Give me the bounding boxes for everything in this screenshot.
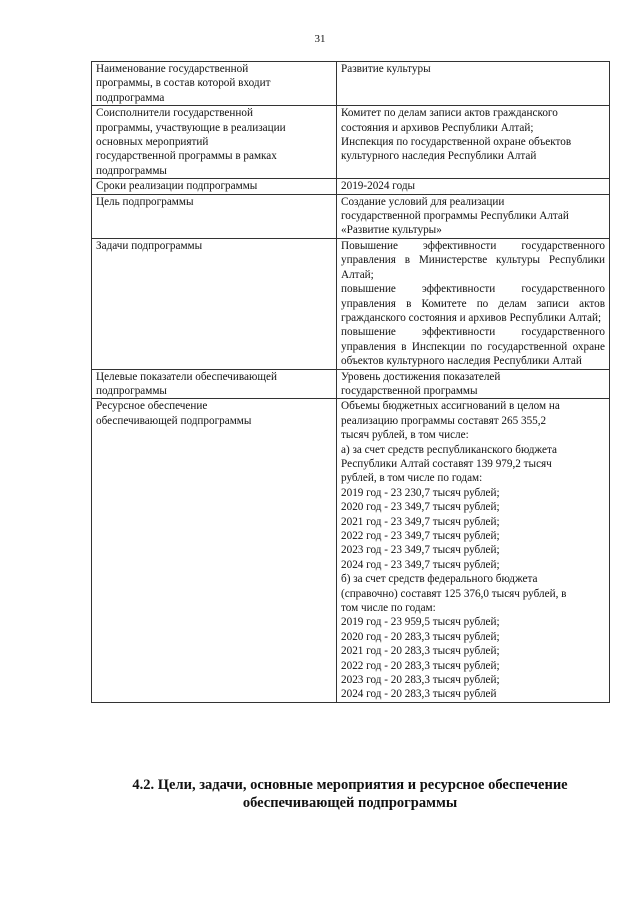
label-line: программы, в состав которой входит bbox=[96, 77, 271, 90]
task-item: Повышение эффективности государственного управления в Министерстве культуры Республики Алтай; bbox=[341, 239, 605, 281]
label-line: государственной программы в рамках bbox=[96, 150, 277, 163]
value-line: состояния и архивов Республики Алтай; bbox=[341, 121, 534, 134]
value-line: Комитет по делам записи актов гражданского bbox=[341, 107, 558, 120]
page-number: 31 bbox=[314, 33, 326, 45]
section-heading-line: обеспечивающей подпрограммы bbox=[242, 795, 458, 811]
value-line: 2019 год - 23 959,5 тысяч рублей; bbox=[341, 616, 500, 629]
value-line: 2022 год - 20 283,3 тысяч рублей; bbox=[341, 659, 500, 672]
value-line: Развитие культуры bbox=[341, 63, 431, 75]
value-line: «Развитие культуры» bbox=[341, 224, 442, 237]
value-line: 2021 год - 20 283,3 тысяч рублей; bbox=[341, 645, 500, 658]
label-line: подпрограммы bbox=[96, 384, 167, 397]
row-label-goal bbox=[92, 194, 337, 238]
row-label-state-program bbox=[92, 62, 337, 106]
table-row bbox=[92, 399, 610, 703]
subprogram-passport-table bbox=[91, 61, 610, 703]
row-value-goal bbox=[337, 194, 610, 238]
value-line: (справочно) составят 125 376,0 тысяч рублей, в bbox=[341, 587, 567, 600]
label-line: Задачи подпрограммы bbox=[96, 239, 203, 252]
table-row bbox=[92, 369, 610, 399]
value-line: б) за счет средств федерального бюджета bbox=[341, 573, 538, 586]
label-line: Ресурсное обеспечение bbox=[96, 400, 208, 413]
label-line: подпрограмма bbox=[96, 91, 165, 104]
value-line: Инспекция по государственной охране объектов bbox=[341, 136, 572, 149]
value-line: Республики Алтай составят 139 979,2 тысяч bbox=[341, 457, 552, 470]
value-line: 2020 год - 23 349,7 тысяч рублей; bbox=[341, 501, 500, 514]
value-line: 2022 год - 23 349,7 тысяч рублей; bbox=[341, 530, 500, 542]
value-line: Уровень достижения показателей bbox=[341, 370, 501, 383]
value-line: 2024 год - 20 283,3 тысяч рублей bbox=[341, 688, 497, 701]
value-line: Объемы бюджетных ассигнований в целом на bbox=[341, 400, 560, 413]
value-line: государственной программы Республики Алтай bbox=[341, 210, 569, 223]
row-value-timeframe bbox=[337, 179, 610, 194]
value-line: 2023 год - 20 283,3 тысяч рублей; bbox=[341, 674, 500, 687]
value-line: 2021 год - 23 349,7 тысяч рублей; bbox=[341, 515, 500, 528]
row-label-resources bbox=[92, 399, 337, 703]
table-row bbox=[92, 106, 610, 179]
label-line: Сроки реализации подпрограммы bbox=[96, 180, 258, 193]
label-line: Наименование государственной bbox=[96, 63, 249, 75]
value-line: реализацию программы составят 265 355,2 bbox=[341, 414, 547, 427]
value-line: культурного наследия Республики Алтай bbox=[341, 150, 537, 163]
table-row bbox=[92, 179, 610, 194]
row-value-resources bbox=[337, 399, 610, 703]
section-heading bbox=[60, 776, 640, 812]
value-line: Создание условий для реализации bbox=[341, 195, 505, 208]
value-line: рублей, в том числе по годам: bbox=[341, 472, 483, 485]
value-line: 2019-2024 годы bbox=[341, 180, 416, 193]
label-line: Цель подпрограммы bbox=[96, 195, 194, 208]
value-line: 2019 год - 23 230,7 тысяч рублей; bbox=[341, 486, 500, 499]
row-value-state-program bbox=[337, 62, 610, 106]
value-line: 2024 год - 23 349,7 тысяч рублей; bbox=[341, 558, 500, 571]
row-label-timeframe bbox=[92, 179, 337, 194]
row-label-co-executors bbox=[92, 106, 337, 179]
row-value-indicators bbox=[337, 369, 610, 399]
row-value-tasks bbox=[337, 238, 610, 369]
value-line: том числе по годам: bbox=[341, 602, 436, 615]
label-line: Соисполнители государственной bbox=[96, 107, 253, 120]
value-line: а) за счет средств республиканского бюджета bbox=[341, 443, 557, 456]
label-line: программы, участвующие в реализации bbox=[96, 121, 286, 134]
value-line: тысяч рублей, в том числе: bbox=[341, 429, 469, 442]
label-line: подпрограммы bbox=[96, 164, 167, 177]
table-row bbox=[92, 238, 610, 369]
value-line: 2020 год - 20 283,3 тысяч рублей; bbox=[341, 630, 500, 643]
label-line: основных мероприятий bbox=[96, 136, 209, 149]
table-row bbox=[92, 194, 610, 238]
value-line: 2023 год - 23 349,7 тысяч рублей; bbox=[341, 544, 500, 557]
label-line: Целевые показатели обеспечивающей bbox=[96, 370, 277, 383]
label-line: обеспечивающей подпрограммы bbox=[96, 414, 252, 427]
section-heading-line: 4.2. Цели, задачи, основные мероприятия и ресурсное обеспечение bbox=[132, 777, 568, 793]
task-item: повышение эффективности государственного управления в Комитете по делам записи актов гражданского состояния и архивов Республики Алтай; bbox=[341, 283, 605, 324]
task-item: повышение эффективности государственного управления в Инспекции по государственной охране объектов культурного наследия Республики Алтай bbox=[341, 326, 605, 368]
row-label-indicators bbox=[92, 369, 337, 399]
row-label-tasks bbox=[92, 238, 337, 369]
table-row bbox=[92, 62, 610, 106]
value-line: государственной программы bbox=[341, 384, 478, 397]
row-value-co-executors bbox=[337, 106, 610, 179]
